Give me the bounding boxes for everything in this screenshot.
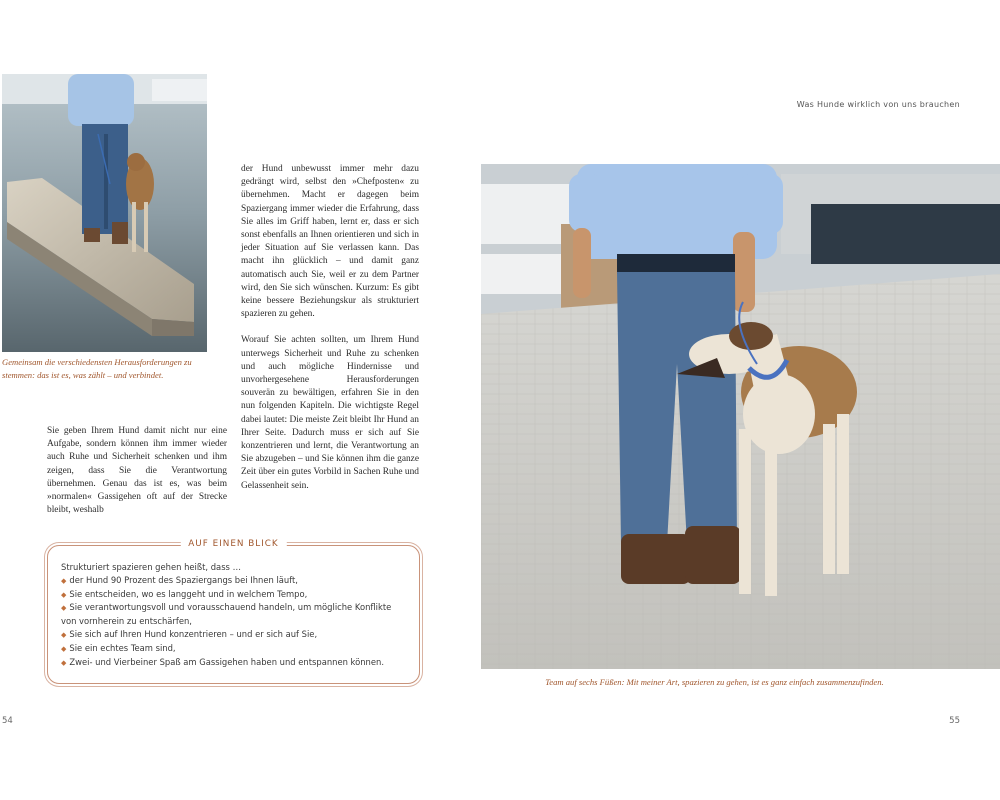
summary-list xyxy=(61,574,409,670)
diamond-bullet-icon: ◆ xyxy=(61,590,67,599)
diamond-bullet-icon: ◆ xyxy=(61,604,67,613)
summary-box-title: AUF EINEN BLICK xyxy=(180,539,286,549)
list-item: ◆ Sie entscheiden, wo es langgeht und in welchem Tempo, xyxy=(61,588,308,599)
list-item: ◆ Sie sich auf Ihren Hund konzentrieren – und er sich auf Sie, xyxy=(61,628,318,639)
diamond-bullet-icon: ◆ xyxy=(61,644,67,653)
list-item: ◆ Sie verantwortungsvoll und vorausschauend handeln, um mögliche Konflikte von vornherein zu entschärfen, xyxy=(61,602,392,627)
pier-photo xyxy=(2,74,207,352)
right-photo-caption: Team auf sechs Füßen: Mit meiner Art, spazieren zu gehen, ist es ganz einfach zusammenzufinden. xyxy=(545,677,884,687)
body-column-right xyxy=(241,163,419,493)
paragraph: Worauf Sie achten sollten, um Ihrem Hund unterwegs Sicherheit und Ruhe zu schenken und auch mögliche Hindernisse und unvorhergesehene Herausforderungen souverän zu bewältigen, erfahren Sie in den nun folgenden Kapiteln. Die wichtigste Regel dabei lautet: Die meiste Zeit bleibt Ihr Hund an Ihrer Seite. Dadurch muss er sich auf Sie konzentrieren und lernt, die Verantwortung an Sie abzugeben – und Sie können ihm die ganze Zeit über ein gutes Vorbild in Sachen Ruhe und Gelassenheit sein. xyxy=(241,335,419,491)
paragraph: Sie geben Ihrem Hund damit nicht nur eine Aufgabe, sondern können ihm immer wieder auch Ruhe und Sicherheit schenken und ihm zeigen, dass Sie die Verantwortung übernehmen. Genau das ist es, was beim »normalen« Gassigehen oft auf der Strecke bleibt, weshalb xyxy=(47,426,227,516)
page-number-right: 55 xyxy=(949,716,960,726)
diamond-bullet-icon: ◆ xyxy=(61,576,67,585)
paragraph: der Hund unbewusst immer mehr dazu gedrängt wird, selbst den »Chefposten« zu übernehmen. Macht er dagegen beim Spaziergang immer wieder die Erfahrung, dass Sie alles im Griff haben, lernt er, dass er sich sonst ebenfalls an Ihnen orientieren und sich in jeder Situation auf Sie verlassen kann. Das macht ihn glücklich – und damit ganz automatisch auch Sie, weil er zu dem Partner wird, den Sie sich wünschen. Kurzum: Es gibt keine bessere Beziehungskur als strukturiert spazieren zu gehen. xyxy=(241,164,419,320)
left-photo-caption: Gemeinsam die verschiedensten Herausforderungen zu stemmen: das ist es, was zählt – und verbindet. xyxy=(2,357,192,380)
summary-box-intro: Strukturiert spazieren gehen heißt, dass … xyxy=(61,562,241,572)
list-item: ◆ Zwei- und Vierbeiner Spaß am Gassigehen haben und entspannen können. xyxy=(61,656,384,667)
list-item: ◆ Sie ein echtes Team sind, xyxy=(61,642,176,653)
summary-box xyxy=(47,539,420,684)
man-and-dog-photo xyxy=(481,164,1000,669)
diamond-bullet-icon: ◆ xyxy=(61,630,67,639)
running-head: Was Hunde wirklich von uns brauchen xyxy=(796,100,960,109)
list-item: ◆ der Hund 90 Prozent des Spaziergangs bei Ihnen läuft, xyxy=(61,574,298,585)
diamond-bullet-icon: ◆ xyxy=(61,658,67,667)
page-number-left: 54 xyxy=(2,716,13,726)
summary-box-body xyxy=(61,561,409,669)
body-column-left xyxy=(47,425,227,517)
